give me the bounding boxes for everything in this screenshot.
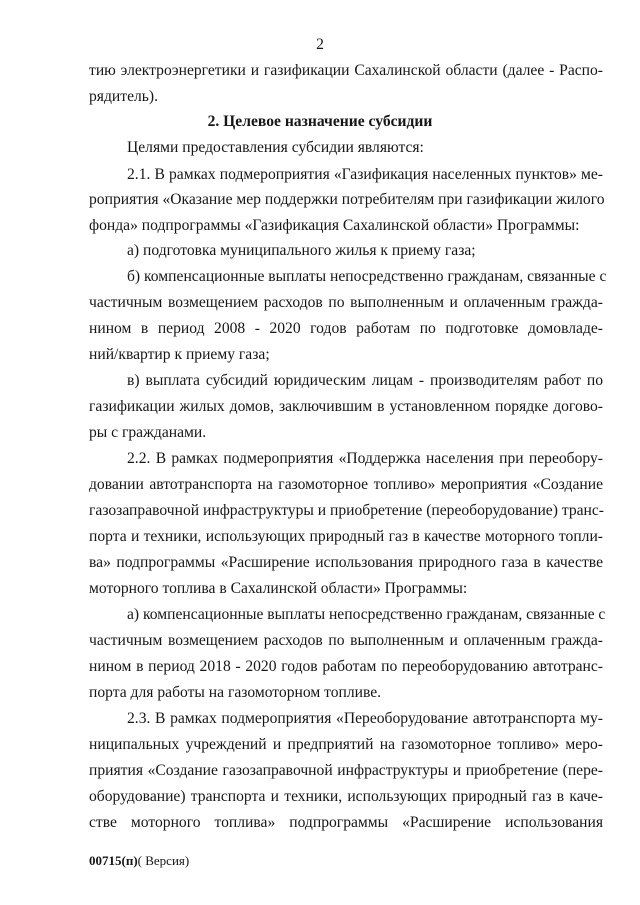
text-line: в) выплата субсидий юридическим лицам - производителям работ по	[127, 372, 603, 389]
text-line: довании автотранспорта на газомоторное топливо» мероприятия «Создание	[89, 476, 603, 493]
text-line: моторного топлива в Сахалинской области» Программы:	[89, 580, 468, 597]
text-line: нином в период 2008 - 2020 годов работам по подготовке домовладе-	[89, 320, 603, 337]
text-line: б) компенсационные выплаты непосредственно гражданам, связанные с	[127, 268, 607, 285]
text-line: фонда» подпрограммы «Газификация Сахалинской области» Программы:	[89, 217, 580, 234]
footer-code: 00715(п)	[89, 853, 138, 868]
text-line: рядитель).	[89, 88, 158, 105]
text-line: ний/квартир к приему газа;	[89, 346, 270, 363]
text-line: 2.2. В рамках подмероприятия «Поддержка населения при переобору-	[127, 450, 603, 467]
text-line: порта для работы на газомоторном топливе.	[89, 684, 382, 701]
text-line: газификации жилых домов, заключившим в установленном порядке догово-	[89, 398, 603, 415]
text-line: оборудование) транспорта и техники, использующих природный газ в каче-	[89, 788, 603, 805]
text-line: стве моторного топлива» подпрограммы «Расширение использования	[89, 814, 603, 831]
text-line: тию электроэнергетики и газификации Сахалинской области (далее - Распо-	[89, 62, 603, 79]
text-line: роприятия «Оказание мер поддержки потребителям при газификации жилого	[89, 191, 605, 208]
footer-version	[89, 853, 189, 869]
text-line: 2.3. В рамках подмероприятия «Переоборудование автотранспорта му-	[127, 710, 603, 727]
text-line: ры с гражданами.	[89, 424, 207, 441]
section-heading: 2. Целевое назначение субсидии	[207, 113, 433, 130]
text-line: ниципальных учреждений и предприятий на газомоторное топливо» меро-	[89, 736, 603, 753]
text-line: частичным возмещением расходов по выполненным и оплаченным гражда-	[89, 294, 603, 311]
text-line: а) компенсационные выплаты непосредственно гражданам, связанные с	[127, 606, 606, 623]
text-line: ва» подпрограммы «Расширение использования природного газа в качестве	[89, 554, 603, 571]
text-line: порта и техники, использующих природный газ в качестве моторного топли-	[89, 528, 603, 545]
text-line: газозаправочной инфраструктуры и приобретение (переоборудование) транс-	[89, 502, 605, 519]
text-line: приятия «Создание газозаправочной инфраструктуры и приобретение (пере-	[89, 762, 603, 779]
text-line: а) подготовка муниципального жилья к приему газа;	[127, 242, 476, 259]
footer-version-label: ( Версия)	[137, 853, 190, 868]
text-line: Целями предоставления субсидии являются:	[127, 139, 424, 156]
text-line: нином в период 2018 - 2020 годов работам по переоборудованию автотранс-	[89, 658, 603, 675]
text-line: 2.1. В рамках подмероприятия «Газификация населенных пунктов» ме-	[127, 166, 603, 183]
page-number: 2	[316, 36, 324, 53]
text-line: частичным возмещением расходов по выполненным и оплаченным гражда-	[89, 632, 603, 649]
